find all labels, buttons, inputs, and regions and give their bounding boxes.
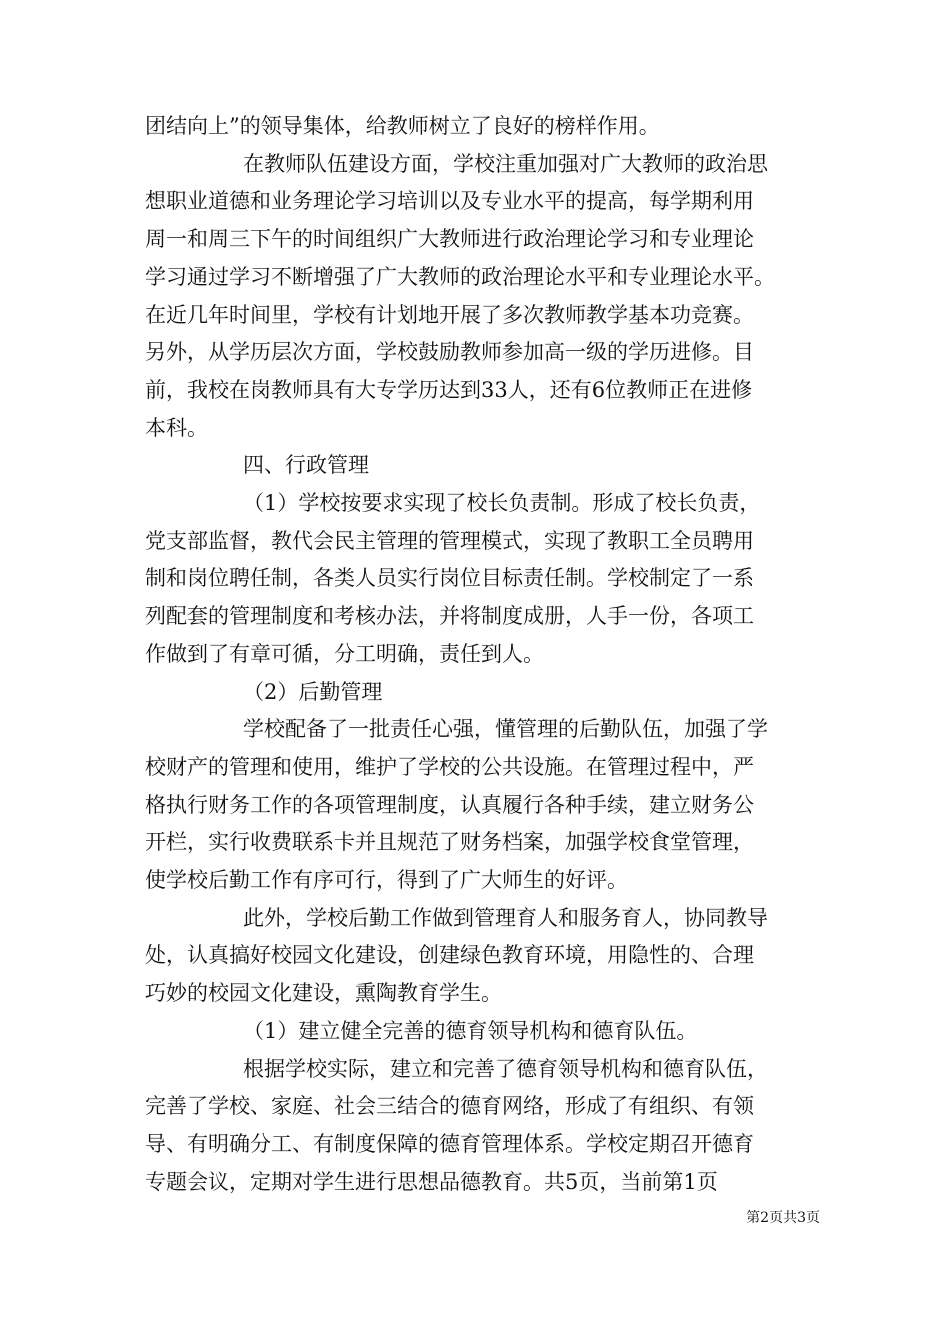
text-line: 党支部监督，教代会民主管理的管理模式，实现了教职工全员聘用 (145, 529, 754, 553)
text-line: 本科。 (145, 416, 208, 440)
text-line: 使学校后勤工作有序可行，得到了广大师生的好评。 (145, 868, 628, 892)
text-line: 专题会议，定期对学生进行思想品德教育。共5页，当前第1页 (145, 1170, 718, 1194)
text-line: 校财产的管理和使用，维护了学校的公共设施。在管理过程中，严 (145, 755, 754, 779)
page-number: 第2页共3页 (746, 1210, 820, 1226)
text-line: 另外，从学历层次方面，学校鼓励教师参加高一级的学历进修。目 (145, 340, 754, 364)
text-line: 在近几年时间里，学校有计划地开展了多次教师教学基本功竞赛。 (145, 303, 754, 327)
text-line: 巧妙的校园文化建设，熏陶教育学生。 (145, 981, 502, 1005)
text-line: 处，认真搞好校园文化建设，创建绿色教育环境，用隐性的、合理 (145, 943, 754, 967)
subsection-line: （1）学校按要求实现了校长负责制。形成了校长负责， (243, 491, 761, 515)
text-line: 团结向上”的领导集体，给教师树立了良好的榜样作用。 (145, 114, 660, 138)
paragraph-line: 根据学校实际，建立和完善了德育领导机构和德育队伍， (243, 1057, 768, 1081)
text-line: 前，我校在岗教师具有大专学历达到33人，还有6位教师正在进修 (145, 378, 753, 402)
text-line: 导、有明确分工、有制度保障的德育管理体系。学校定期召开德育 (145, 1132, 754, 1156)
text-line: 周一和周三下午的时间组织广大教师进行政治理论学习和专业理论 (145, 227, 754, 251)
paragraph-line: 在教师队伍建设方面，学校注重加强对广大教师的政治思 (243, 152, 768, 176)
paragraph-line: 学校配备了一批责任心强，懂管理的后勤队伍，加强了学 (243, 717, 768, 741)
text-line: 制和岗位聘任制，各类人员实行岗位目标责任制。学校制定了一系 (145, 566, 754, 590)
text-line: 完善了学校、家庭、社会三结合的德育网络，形成了有组织、有领 (145, 1094, 754, 1118)
text-line: 作做到了有章可循，分工明确，责任到人。 (145, 642, 544, 666)
subsection-heading: （2）后勤管理 (243, 680, 383, 704)
text-line: 想职业道德和业务理论学习培训以及专业水平的提高，每学期利用 (145, 189, 754, 213)
text-line: 列配套的管理制度和考核办法，并将制度成册，人手一份，各项工 (145, 604, 754, 628)
text-line: 格执行财务工作的各项管理制度，认真履行各种手续，建立财务公 (145, 793, 754, 817)
text-line: 学习通过学习不断增强了广大教师的政治理论水平和专业理论水平。 (145, 265, 775, 289)
paragraph-line: 此外，学校后勤工作做到管理育人和服务育人，协同教导 (243, 906, 768, 930)
subsection-heading: （1）建立健全完善的德育领导机构和德育队伍。 (243, 1019, 698, 1043)
text-line: 开栏，实行收费联系卡并且规范了财务档案，加强学校食堂管理， (145, 830, 754, 854)
section-heading: 四、行政管理 (243, 453, 369, 477)
